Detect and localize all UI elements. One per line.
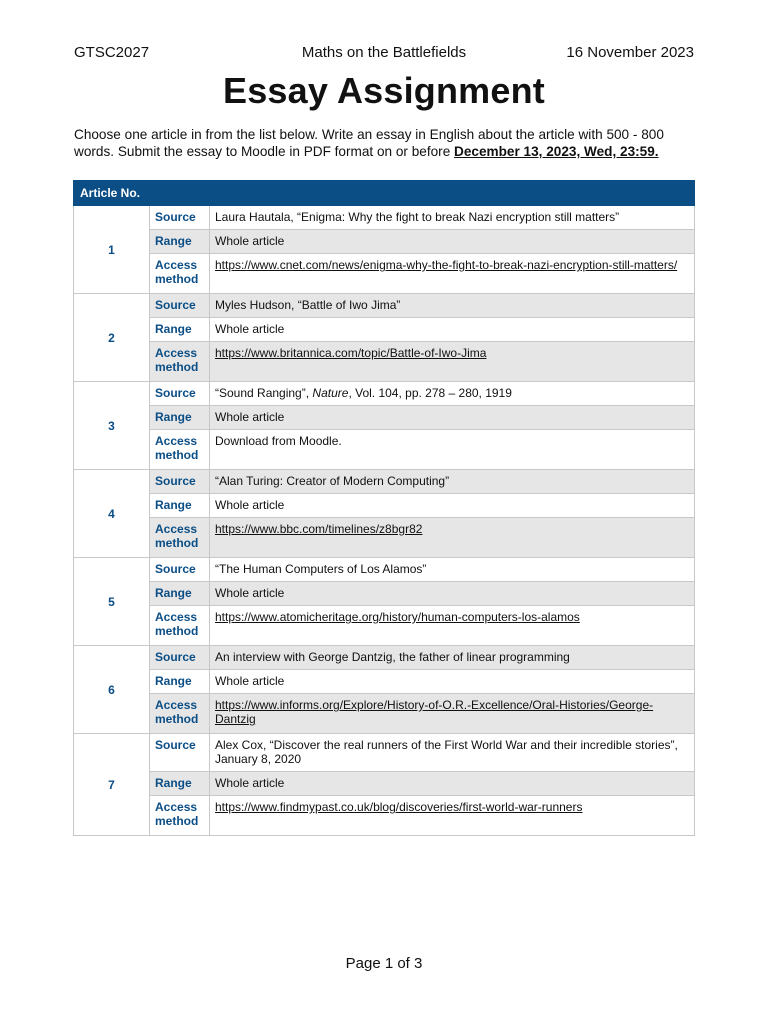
access-label-line1: Access: [155, 258, 198, 272]
source-text-post: , Vol. 104, pp. 278 – 280, 1919: [348, 386, 512, 400]
article-source-row: [74, 206, 695, 230]
article-source-row: [74, 646, 695, 670]
source-label: Source: [150, 646, 210, 670]
article-source-row: [74, 734, 695, 772]
course-code: GTSC2027: [74, 43, 150, 61]
articles-body: [74, 206, 695, 836]
access-method-value: [210, 518, 695, 558]
article-range-row: [74, 772, 695, 796]
source-value: Laura Hautala, “Enigma: Why the fight to break Nazi encryption still matters”: [210, 206, 695, 230]
article-number: 7: [74, 734, 150, 836]
source-label: Source: [150, 206, 210, 230]
access-label-line1: Access: [155, 522, 198, 536]
range-value: Whole article: [210, 406, 695, 430]
access-label-line2: method: [155, 272, 199, 286]
access-label-line2: method: [155, 360, 199, 374]
access-label-line1: Access: [155, 698, 198, 712]
range-label: Range: [150, 772, 210, 796]
document-date: 16 November 2023: [566, 43, 694, 61]
article-range-row: [74, 494, 695, 518]
articles-table: [73, 180, 695, 836]
access-method-label: [150, 430, 210, 470]
range-value: Whole article: [210, 230, 695, 254]
article-access-row: [74, 254, 695, 294]
source-label: Source: [150, 734, 210, 772]
intro-text: Choose one article in from the list below. Write an essay in English about the article with 500 - 800 words. Submit the essay to Moodle in PDF format on or before: [74, 127, 664, 159]
article-link[interactable]: https://www.informs.org/Explore/History-of-O.R.-Excellence/Oral-Histories/George-Dantzig: [215, 698, 654, 726]
article-source-row: [74, 470, 695, 494]
access-method-label: [150, 606, 210, 646]
article-no-header: Article No.: [74, 181, 150, 206]
access-method-value: Download from Moodle.: [210, 430, 695, 470]
access-method-value: [210, 254, 695, 294]
article-range-row: [74, 318, 695, 342]
header-blank: [150, 181, 695, 206]
access-label-line1: Access: [155, 800, 198, 814]
article-number: 4: [74, 470, 150, 558]
source-value: Myles Hudson, “Battle of Iwo Jima”: [210, 294, 695, 318]
range-value: Whole article: [210, 494, 695, 518]
source-journal: Nature: [312, 386, 349, 400]
access-method-value: [210, 796, 695, 836]
article-range-row: [74, 230, 695, 254]
range-label: Range: [150, 582, 210, 606]
range-label: Range: [150, 230, 210, 254]
access-label-line2: method: [155, 624, 199, 638]
article-number: 6: [74, 646, 150, 734]
article-range-row: [74, 406, 695, 430]
page-title: Essay Assignment: [223, 70, 545, 111]
article-number: 3: [74, 382, 150, 470]
range-value: Whole article: [210, 318, 695, 342]
source-label: Source: [150, 558, 210, 582]
source-label: Source: [150, 470, 210, 494]
deadline: December 13, 2023, Wed, 23:59.: [454, 144, 659, 159]
article-access-row: [74, 606, 695, 646]
page-header: [74, 42, 694, 62]
intro-paragraph: [74, 126, 699, 160]
range-label: Range: [150, 494, 210, 518]
access-label-line2: method: [155, 814, 199, 828]
access-label-line1: Access: [155, 346, 198, 360]
access-method-value: [210, 606, 695, 646]
article-access-row: [74, 518, 695, 558]
article-link[interactable]: https://www.atomicheritage.org/history/human-computers-los-alamos: [215, 610, 580, 624]
table-header-row: [74, 181, 695, 206]
article-source-row: [74, 558, 695, 582]
access-method-label: [150, 796, 210, 836]
range-label: Range: [150, 318, 210, 342]
source-label: Source: [150, 382, 210, 406]
source-value: [210, 382, 695, 406]
page-number: Page 1 of 3: [345, 955, 423, 972]
range-value: Whole article: [210, 772, 695, 796]
article-number: 5: [74, 558, 150, 646]
range-value: Whole article: [210, 670, 695, 694]
access-method-value: [210, 694, 695, 734]
range-label: Range: [150, 670, 210, 694]
access-method-label: [150, 254, 210, 294]
article-access-row: [74, 796, 695, 836]
article-number: 1: [74, 206, 150, 294]
access-label-line2: method: [155, 448, 199, 462]
range-value: Whole article: [210, 582, 695, 606]
article-source-row: [74, 294, 695, 318]
article-link[interactable]: https://www.findmypast.co.uk/blog/discoveries/first-world-war-runners: [215, 800, 583, 814]
access-method-value: [210, 342, 695, 382]
source-value: “Alan Turing: Creator of Modern Computing”: [210, 470, 695, 494]
range-label: Range: [150, 406, 210, 430]
article-access-row: [74, 342, 695, 382]
access-method-label: [150, 518, 210, 558]
access-label-line2: method: [155, 712, 199, 726]
article-link[interactable]: https://www.britannica.com/topic/Battle-of-Iwo-Jima: [215, 346, 487, 360]
source-value: Alex Cox, “Discover the real runners of the First World War and their incredible stories”, January 8, 2020: [210, 734, 695, 772]
article-number: 2: [74, 294, 150, 382]
article-access-row: [74, 694, 695, 734]
course-title: Maths on the Battlefields: [301, 43, 467, 61]
article-link[interactable]: https://www.bbc.com/timelines/z8bgr82: [215, 522, 423, 536]
article-range-row: [74, 670, 695, 694]
article-source-row: [74, 382, 695, 406]
source-value: “The Human Computers of Los Alamos”: [210, 558, 695, 582]
source-label: Source: [150, 294, 210, 318]
access-label-line1: Access: [155, 610, 198, 624]
article-link[interactable]: https://www.cnet.com/news/enigma-why-the-fight-to-break-nazi-encryption-still-matters/: [215, 258, 678, 272]
source-value: An interview with George Dantzig, the father of linear programming: [210, 646, 695, 670]
article-access-row: [74, 430, 695, 470]
access-label-line1: Access: [155, 434, 198, 448]
access-method-label: [150, 342, 210, 382]
access-method-label: [150, 694, 210, 734]
source-text-pre: “Sound Ranging”,: [215, 386, 313, 400]
access-label-line2: method: [155, 536, 199, 550]
article-range-row: [74, 582, 695, 606]
